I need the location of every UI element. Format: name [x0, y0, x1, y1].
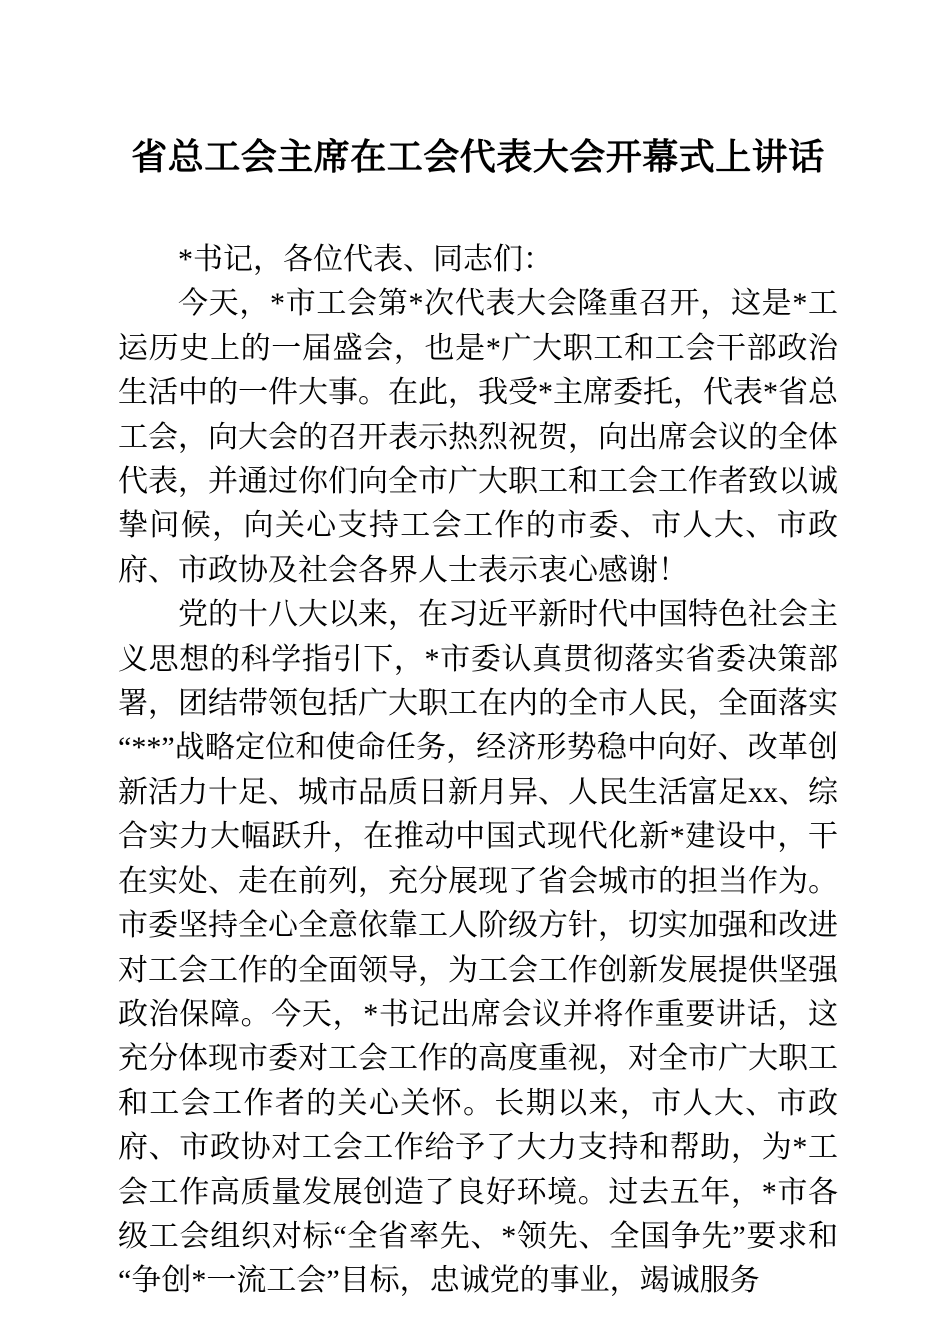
paragraph: 党的十八大以来，在习近平新时代中国特色社会主义思想的科学指引下，*市委认真贯彻落实省委决策部署，团结带领包括广大职工在内的全市人民，全面落实“**”战略定位和使命任务，经济形势稳中向好、改革创新活力十足、城市品质日新月异、人民生活富足xx、综合实力大幅跃升，在推动中国式现代化新*建设中，干在实处、走在前列，充分展现了省会城市的担当作为。市委坚持全心全意依靠工人阶级方针，切实加强和改进对工会工作的全面领导，为工会工作创新发展提供坚强政治保障。今天，*书记出席会议并将作重要讲话，这充分体现市委对工会工作的高度重视，对全市广大职工和工会工作者的关心关怀。长期以来，市人大、市政府、市政协对工会工作给予了大力支持和帮助，为*工会工作高质量发展创造了良好环境。过去五年，*市各级工会组织对标“全省率先、*领先、全国争先”要求和“争创*一流工会”目标，忠诚党的事业，竭诚服务 — [118, 598, 838, 1298]
document-title: 省总工会主席在工会代表大会开幕式上讲话 — [131, 137, 825, 177]
paragraph: *书记，各位代表、同志们： — [178, 243, 553, 276]
paragraph: 今天，*市工会第*次代表大会隆重召开，这是*工运历史上的一届盛会，也是*广大职工和工会干部政治生活中的一件大事。在此，我受*主席委托，代表*省总工会，向大会的召开表示热烈祝贺，向出席会议的全体代表，并通过你们向全市广大职工和工会工作者致以诚挚问候，向关心支持工会工作的市委、市人大、市政府、市政协及社会各界人士表示衷心感谢！ — [118, 287, 838, 587]
document-body — [118, 238, 838, 1304]
